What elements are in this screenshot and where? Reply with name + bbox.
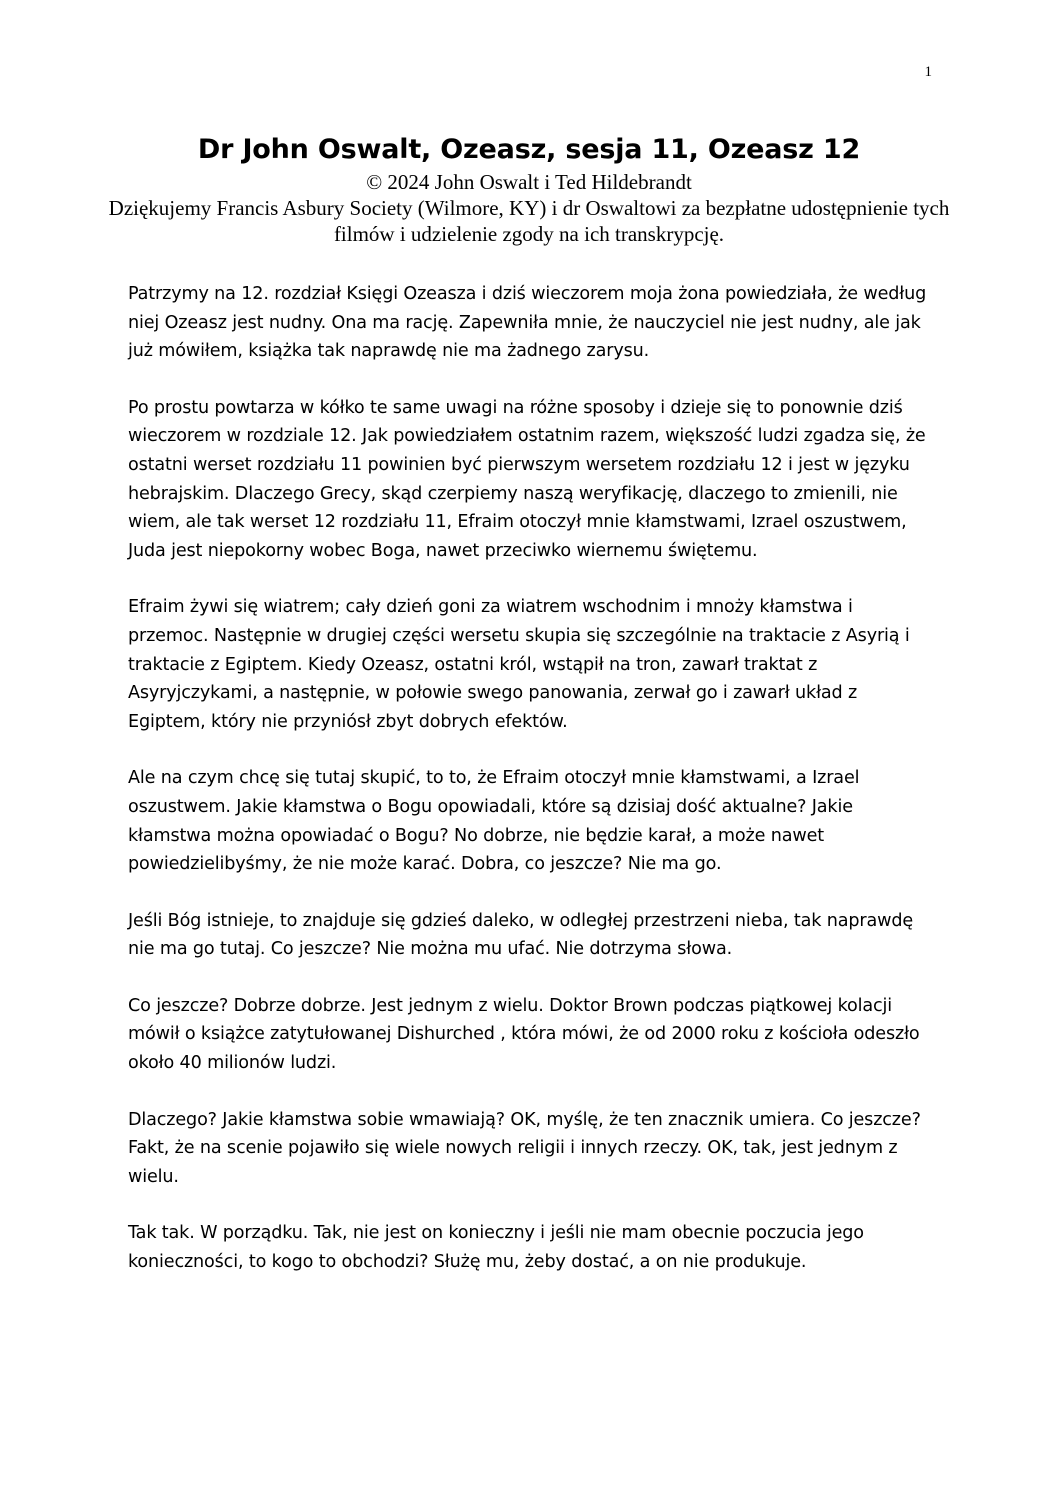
transcript-body: [128, 280, 938, 1305]
document-title: Dr John Oswalt, Ozeasz, sesja 11, Ozeasz 12: [197, 134, 861, 165]
copyright-line: © 2024 John Oswalt i Ted Hildebrandt: [366, 170, 692, 194]
page-number: 1: [924, 64, 932, 80]
paragraph: Jeśli Bóg istnieje, to znajduje się gdzieś daleko, w odległej przestrzeni nieba, tak naprawdę nie ma go tutaj. Co jeszcze? Nie można mu ufać. Nie dotrzyma słowa.: [128, 910, 914, 960]
paragraph: Efraim żywi się wiatrem; cały dzień goni za wiatrem wschodnim i mnoży kłamstwa i przemoc. Następnie w drugiej części wersetu skupia się szczególnie na traktacie z Asyrią i traktacie z Egiptem. Kiedy Ozeasz, ostatni król, wstąpił na tron, zawarł traktat z Asyryjczykami, a następnie, w połowie swego panowania, zerwał go i zawarł układ z Egiptem, który nie przyniósł zbyt dobrych efektów.: [128, 597, 910, 732]
paragraph: Dlaczego? Jakie kłamstwa sobie wmawiają? OK, myślę, że ten znacznik umiera. Co jeszcze? Fakt, że na scenie pojawiło się wiele nowych religii i innych rzeczy. OK, tak, jest jednym z wielu.: [128, 1109, 921, 1187]
acknowledgement: Dziękujemy Francis Asbury Society (Wilmore, KY) i dr Oswaltowi za bezpłatne udostępnienie tych filmów i udzielenie zgody na ich transkrypcję.: [108, 196, 950, 246]
document-header: [100, 131, 958, 247]
paragraph: Patrzymy na 12. rozdział Księgi Ozeasza i dziś wieczorem moja żona powiedziała, że według niej Ozeasz jest nudny. Ona ma rację. Zapewniła mnie, że nauczyciel nie jest nudny, ale jak już mówiłem, książka tak naprawdę nie ma żadnego zarysu.: [128, 284, 927, 362]
paragraph: Ale na czym chcę się tutaj skupić, to to, że Efraim otoczył mnie kłamstwami, a Izrael oszustwem. Jakie kłamstwa o Bogu opowiadali, które są dzisiaj dość aktualne? Jakie kłamstwa można opowiadać o Bogu? No dobrze, nie będzie karał, a może nawet powiedzielibyśmy, że nie może karać. Dobra, co jeszcze? Nie ma go.: [128, 768, 860, 875]
paragraph: Tak tak. W porządku. Tak, nie jest on konieczny i jeśli nie mam obecnie poczucia jego konieczności, to kogo to obchodzi? Służę mu, żeby dostać, a on nie produkuje.: [128, 1223, 864, 1273]
paragraph: Co jeszcze? Dobrze dobrze. Jest jednym z wielu. Doktor Brown podczas piątkowej kolacji mówił o książce zatytułowanej Dishurched , która mówi, że od 2000 roku z kościoła odeszło około 40 milionów ludzi.: [128, 995, 920, 1074]
paragraph: Po prostu powtarza w kółko te same uwagi na różne sposoby i dzieje się to ponownie dziś wieczorem w rozdziale 12. Jak powiedziałem ostatnim razem, większość ludzi zgadza się, że ostatni werset rozdziału 11 powinien być pierwszym wersetem rozdziału 12 i jest w języku hebrajskim. Dlaczego Grecy, skąd czerpiemy naszą weryfikację, dlaczego to zmienili, nie wiem, ale tak werset 12 rozdziału 11, Efraim otoczył mnie kłamstwami, Izrael oszustwem, Juda jest niepokorny wobec Boga, nawet przeciwko wiernemu świętemu.: [128, 397, 926, 561]
